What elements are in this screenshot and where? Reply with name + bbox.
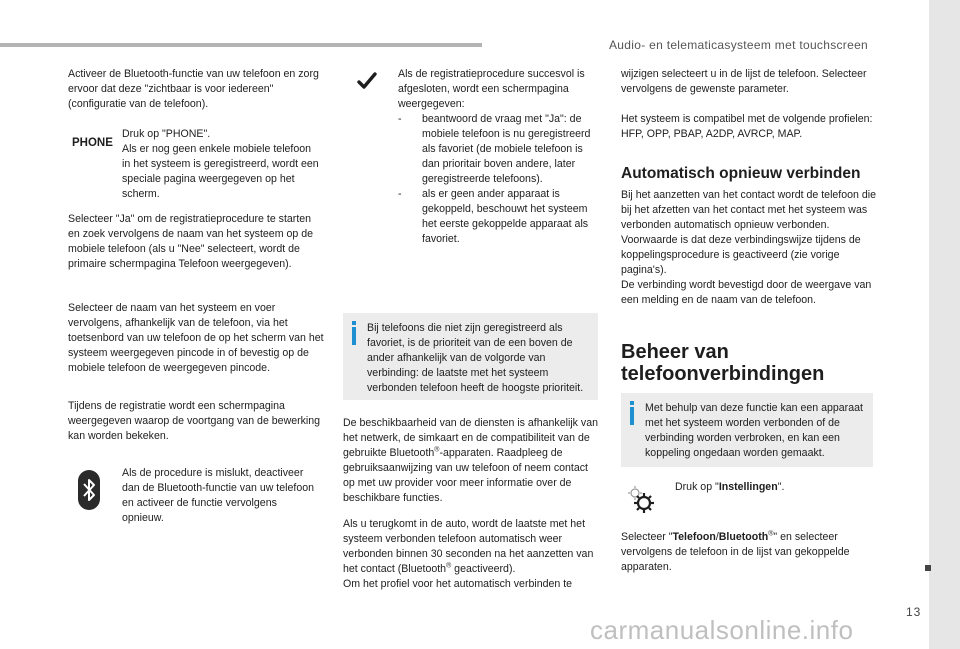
list-item: - als er geen ander apparaat is gekoppeld, beschouwt het systeem het eerste gekoppelde apparaat als favoriet. bbox=[398, 188, 589, 246]
phone-info-text: Als er nog geen enkele mobiele telefoon in het systeem is geregistreerd, wordt een speciale pagina weergegeven op het scherm. bbox=[122, 143, 319, 201]
end-marker bbox=[925, 565, 931, 571]
bluetooth-icon bbox=[78, 470, 100, 510]
list-item: - beantwoord de vraag met "Ja": de mobiele telefoon is nu geregistreerd als favoriet (de mobiele telefoon is dan prioritair boven andere, later geregistreerde telefoons). bbox=[398, 113, 591, 186]
info-icon bbox=[351, 321, 357, 345]
check-icon bbox=[357, 72, 377, 90]
section-heading: Automatisch opnieuw verbinden bbox=[621, 165, 861, 182]
info-icon bbox=[629, 401, 635, 425]
gear-icon bbox=[626, 484, 658, 516]
paragraph: De verbinding wordt bevestigd door de weergave van een melding en de naam van de telefoon. bbox=[621, 279, 872, 307]
bluetooth-instruction: Als de procedure is mislukt, deactiveer dan de Bluetooth-functie van uw telefoon en activeer de functie vervolgens opnieuw. bbox=[122, 467, 315, 525]
paragraph: Selecteer "Telefoon/Bluetooth®" en selecteer vervolgens de telefoon in de lijst van gekoppelde apparaten. bbox=[621, 530, 850, 574]
paragraph: De beschikbaarheid van de diensten is afhankelijk van het netwerk, de simkaart en de compatibiliteit van de gebruikte Bluetooth®-apparaten. Raadpleeg de gebruiksaanwijzing van uw telefoon of neem contact op met uw provider voor meer informatie over de beschikbare functies. bbox=[343, 417, 599, 505]
phone-press-text: Druk op "PHONE". bbox=[122, 128, 211, 140]
settings-instruction: Druk op "Instellingen". bbox=[675, 481, 785, 493]
info-box bbox=[621, 393, 873, 467]
phone-key-label: PHONE bbox=[72, 137, 113, 149]
page-number: 13 bbox=[906, 605, 922, 619]
info-box bbox=[343, 313, 598, 400]
chapter-title: Audio- en telematicasysteem met touchscreen bbox=[609, 38, 869, 52]
paragraph: Het systeem is compatibel met de volgende profielen: HFP, OPP, PBAP, A2DP, AVRCP, MAP. bbox=[621, 113, 873, 141]
info-text: Met behulp van deze functie kan een apparaat met het systeem worden verbonden of de verbinding worden verbroken, en kan een koppeling ongedaan worden gemaakt. bbox=[645, 402, 863, 460]
registration-result bbox=[398, 67, 598, 247]
section-heading: Beheer van telefoonverbindingen bbox=[621, 341, 825, 386]
info-text: Bij telefoons die niet zijn geregistreerd als favoriet, is de prioriteit van de een boven de ander afhankelijk van de volgorde van verbinding: de laatste met het systeem verbonden telefoon heeft de hoogste prioriteit. bbox=[367, 322, 584, 395]
paragraph: Selecteer de naam van het systeem en voer vervolgens, afhankelijk van de telefoon, via het toetsenbord van uw telefoon de op het scherm van het systeem weergegeven pincode in of bevestig op de mobiele telefoon de weergegeven pincode. bbox=[68, 302, 324, 375]
result-intro: Als de registratieprocedure succesvol is afgesloten, wordt een schermpagina weergegeven: bbox=[398, 68, 585, 111]
paragraph: Activeer de Bluetooth-functie van uw telefoon en zorg ervoor dat deze "zichtbaar is voor iedereen" (configuratie van de telefoon). bbox=[68, 68, 319, 111]
paragraph: Selecteer "Ja" om de registratieprocedure te starten en zoek vervolgens de naam van het systeem op de mobiele telefoon (als u "Nee" selecteert, wordt de primaire schermpagina Telefoon weergegeven). bbox=[68, 213, 313, 271]
paragraph: wijzigen selecteert u in de lijst de telefoon. Selecteer vervolgens de gewenste parameter. bbox=[621, 68, 867, 96]
watermark: carmanualsonline.info bbox=[590, 615, 854, 645]
header-rule bbox=[0, 43, 482, 47]
paragraph: Tijdens de registratie wordt een schermpagina weergegeven waarop de voortgang van de bewerking kan worden bekeken. bbox=[68, 400, 321, 443]
phone-instruction bbox=[122, 127, 322, 202]
page-edge-tab bbox=[929, 0, 960, 649]
result-list bbox=[398, 112, 598, 247]
paragraph: Als u terugkomt in de auto, wordt de laatste met het systeem verbonden telefoon automatisch weer verbonden binnen 30 seconden na het aanzetten van het contact (Bluetooth® geactiveerd). Om het profiel voor het automatisch verbinden te bbox=[343, 518, 594, 591]
paragraph: Bij het aanzetten van het contact wordt de telefoon die bij het afzetten van het contact met het systeem was verbonden automatisch opnieuw verbonden. Voorwaarde is dat deze verbindingswijze tijdens de koppelingsprocedure is geactiveerd (zie vorige pagina's). bbox=[621, 189, 877, 277]
